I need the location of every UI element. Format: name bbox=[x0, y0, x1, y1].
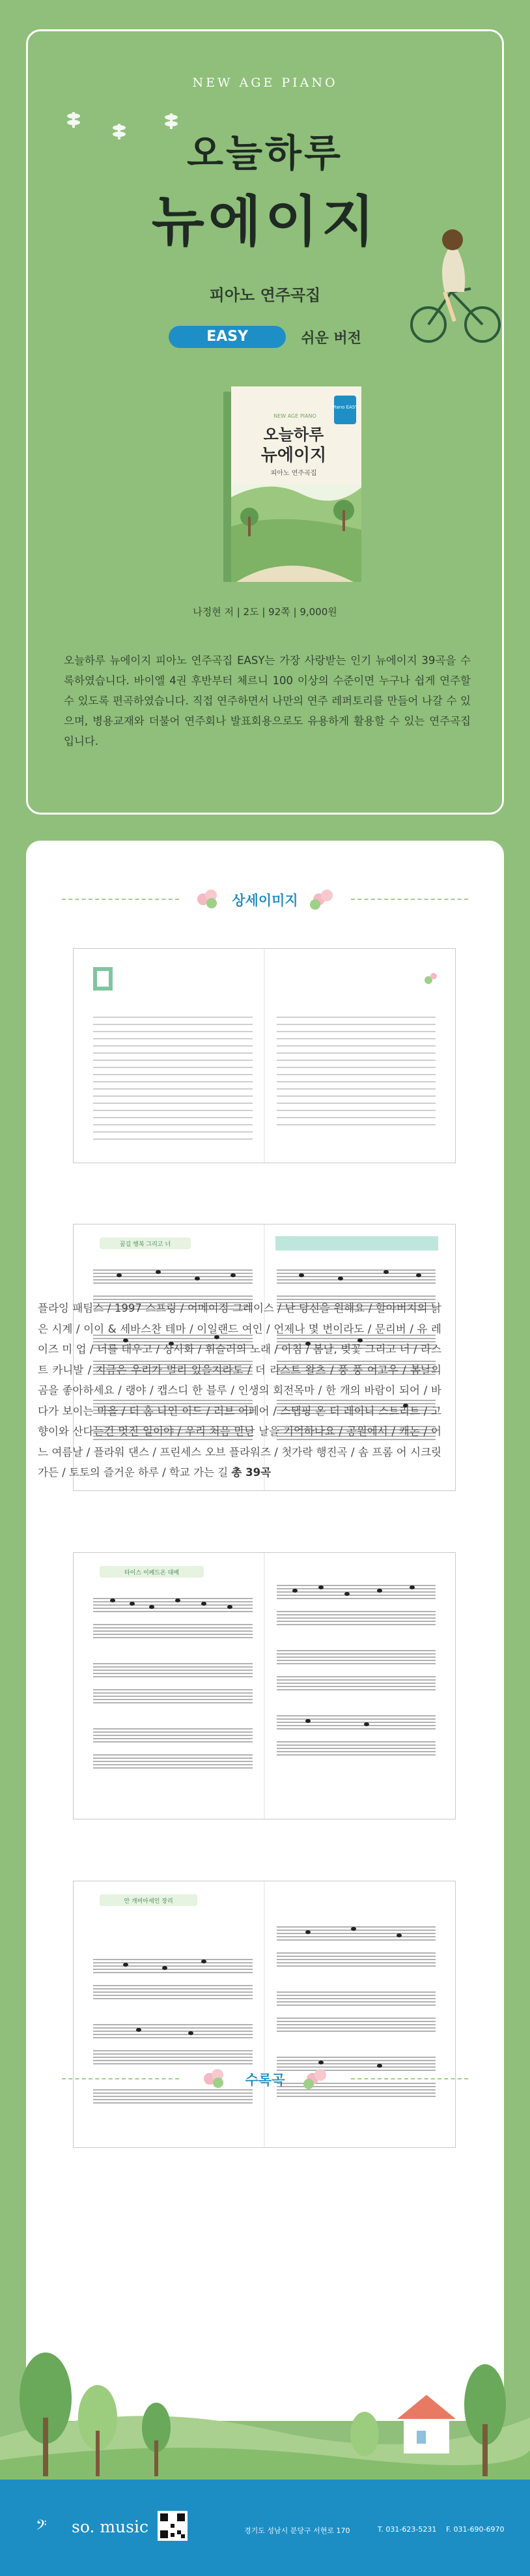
detail-heading bbox=[26, 886, 504, 912]
footer-tel: T. 031-623-5231 bbox=[378, 2525, 437, 2534]
title-line-2: 뉴에이지 bbox=[151, 190, 379, 253]
landscape-illustration bbox=[0, 2320, 530, 2483]
book-info: 나정현 저 | 2도 | 92쪽 | 9,000원 bbox=[193, 606, 337, 618]
book-title-2: 뉴에이지 bbox=[260, 446, 327, 465]
qr-code-icon[interactable] bbox=[158, 2511, 188, 2541]
score-3-title: 안 개비아세인 장리 bbox=[124, 1898, 173, 1905]
title-line-1: 오늘하루 bbox=[186, 131, 344, 175]
brand-name: so. music bbox=[72, 2517, 148, 2536]
footer-fax: F. 031-690-6970 bbox=[446, 2525, 505, 2534]
score-1-title: 꿈길 행복 그리고 너 bbox=[119, 1241, 171, 1248]
book-cover bbox=[223, 386, 361, 582]
detail-page-score-2 bbox=[73, 1552, 456, 1819]
footer bbox=[0, 2480, 530, 2576]
logo-icon: 𝄢 bbox=[36, 2517, 47, 2537]
score-spread-2 bbox=[74, 1553, 455, 1819]
song-total: 총 39곡 bbox=[231, 1466, 272, 1479]
book-title-1: 오늘하루 bbox=[263, 426, 324, 444]
easy-version-label: 쉬운 버전 bbox=[301, 330, 361, 347]
song-list bbox=[38, 1298, 441, 1483]
footer-address: 경기도 성남시 분당구 서현로 170 bbox=[244, 2526, 350, 2535]
detail-card bbox=[26, 841, 504, 2421]
book-tag-text: NEW AGE PIANO bbox=[273, 413, 316, 419]
book-subtitle: 피아노 연주곡집 bbox=[270, 470, 317, 477]
easy-badge: EASY bbox=[169, 326, 286, 348]
book-badge-text: Piano EASY bbox=[332, 405, 358, 410]
hero-panel bbox=[26, 29, 504, 815]
detail-heading-text: 상세이미지 bbox=[232, 893, 298, 908]
songs-heading-text: 수록곡 bbox=[245, 2072, 285, 2088]
subtitle: 피아노 연주곡집 bbox=[209, 286, 321, 304]
score-2-title: 타이스 이페드온 대예 bbox=[124, 1570, 179, 1576]
series-label: NEW AGE PIANO bbox=[192, 76, 338, 90]
flower-icon bbox=[301, 2067, 329, 2091]
detail-page-score-3 bbox=[73, 1881, 456, 2148]
flower-icon bbox=[307, 888, 336, 911]
toc-spread bbox=[74, 949, 455, 1163]
detail-page-toc bbox=[73, 948, 456, 1163]
book-description: 오늘하루 뉴에이지 피아노 연주곡집 EASY는 가장 사랑받는 인기 뉴에이지 39곡을 수록하였습니다. 바이엘 4권 후반부터 체르니 100 이상의 수준이면 누구나 쉽게 연주할 수 있도록 편곡하였습니다. 직접 연주하면서 나만의 연주 레퍼토리를 만들어 나갈 수 있으며, 병용교재와 더불어 연주회나 발표회용으로도 유용하게 활용할 수 있는 연주곡집입니다. bbox=[64, 654, 471, 747]
score-spread-3 bbox=[74, 1881, 455, 2147]
songs-heading bbox=[26, 2066, 504, 2092]
song-list-text: 플라잉 패팀스 / 1997 스프링 / 어메이징 그레이스 / 난 당신을 원해요 / 할아버지의 낡은 시계 / 이이 & 세바스찬 테마 / 이일랜드 여인 / 언제나 몇 번이라도 / 문리버 / 유 레이즈 미 업 / 너를 태우고 / 상사화 / 휘슬러의 노래 / 아침 / 봄날, 벚꽃 그리고 너 / 라스트 카니발 / 지금은 우리가 멀리 있을지라도 / 더 라스트 왈츠 / 풍 풍 어고우 / 봄날의 곰을 좋아하세요 / 랭야 / 캡스디 한 블루 / 인생의 회전목마 / 한 개의 바람이 되어 / 바다가 보이는 마을 / 더 홈 나인 이드 / 러브 어페어 / 스탭핑 온 더 레이니 스트리트 / 고향이와 산다는건 멋진 일이야 / 우리 처음 만난 날을 기억하나요 / 공원에서 / 캐논 / 어느 여름날 / 플라워 댄스 / 프린세스 오브 플라워즈 / 첫가락 행진곡 / 솜 프롬 어 시크릿 가든 / 토토의 즐거운 하루 / 학교 가는 길 bbox=[38, 1302, 441, 1479]
